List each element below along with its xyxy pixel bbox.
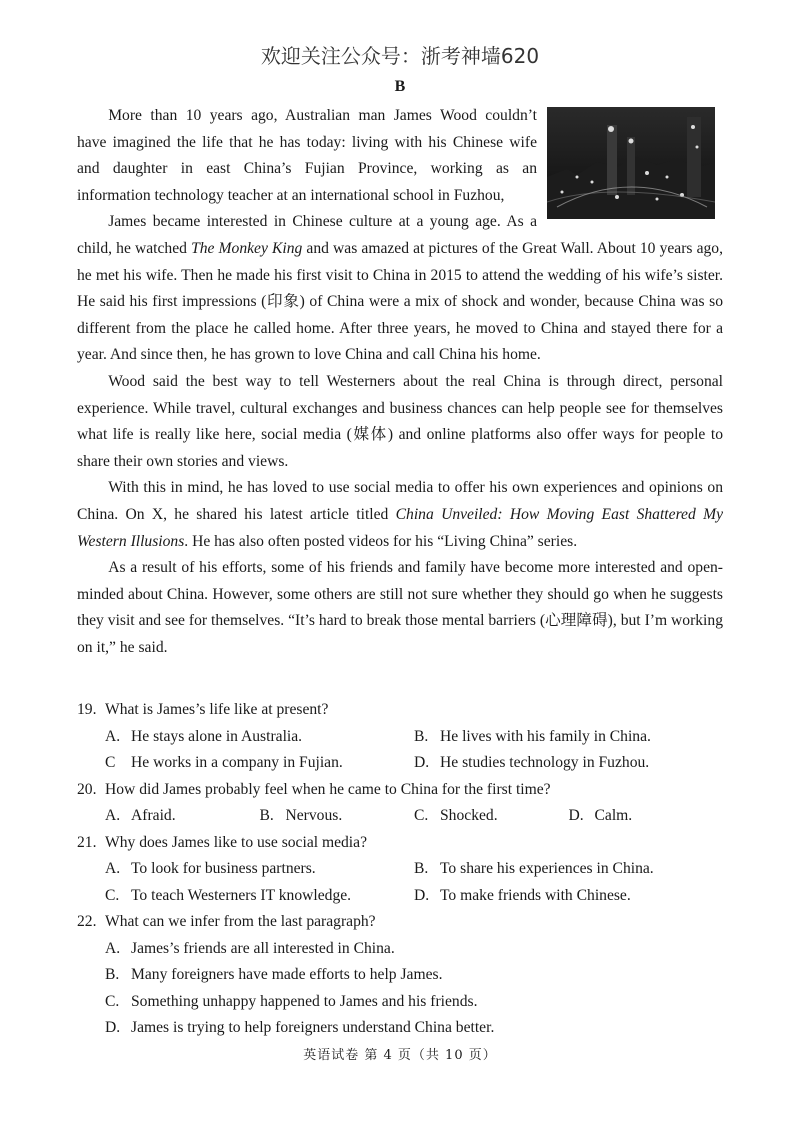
option-letter: D. (568, 807, 584, 825)
p1-line-2: have imagined the life that he has today: living with his Chinese wife (77, 133, 537, 151)
option-c[interactable] (105, 754, 414, 772)
option-text: To share his experiences in China. (440, 860, 654, 878)
option-b[interactable] (414, 860, 723, 878)
paragraph-3: Wood said the best way to tell Westerners about the real China is through direct, personal experience. While travel, cultural exchanges and business chances can help people see for themselves what life is really like here, social media (媒体) and online platforms also offer ways for people to share their own stories and views. (77, 372, 723, 470)
options-row (77, 803, 723, 830)
option-a[interactable] (105, 807, 260, 825)
question-stem: What is James’s life like at present? (105, 701, 329, 719)
option-text: He works in a company in Fujian. (131, 754, 343, 772)
option-letter: A. (105, 727, 121, 745)
option-text: To make friends with Chinese. (440, 886, 631, 904)
option-text: Nervous. (285, 807, 343, 825)
option-letter: A. (105, 807, 121, 825)
option-d[interactable] (77, 1015, 723, 1042)
p2-text-b: and was amazed at pictures of the Great Wall. About 10 years ago, he met his wife. Then he made his first visit to China in 2015 to attend the wedding of his wife’s sister. He said his first impressions (印象) of China were a mix of shock and wonder, because China was so different from the place he called home. After three years, he moved to China and stayed there for a year. And since then, he has grown to love China and call China his home. (77, 239, 723, 364)
option-letter: B. (259, 807, 274, 825)
option-text: Calm. (594, 807, 633, 825)
option-text: He studies technology in Fuzhou. (440, 754, 650, 772)
p1-line-4: information technology teacher at an international school in Fuzhou, (77, 186, 505, 204)
question-number: 22. (77, 913, 97, 931)
option-text: He lives with his family in China. (440, 727, 651, 745)
option-a[interactable] (105, 728, 414, 746)
option-a[interactable] (77, 936, 723, 963)
p1-line-1: More than 10 years ago, Australian man James Wood couldn’t (108, 107, 537, 124)
option-a[interactable] (105, 860, 414, 878)
option-text: He stays alone in Australia. (131, 727, 303, 745)
option-letter: C (105, 754, 116, 772)
watermark-text: 欢迎关注公众号：浙考神墙620 (260, 44, 540, 68)
option-text: James’s friends are all interested in China. (131, 939, 395, 957)
option-letter: B. (414, 860, 429, 878)
option-letter: C. (414, 807, 429, 825)
option-c[interactable] (77, 989, 723, 1016)
article-title: China Unveiled: How Moving East Shattered My Western Illusions (77, 505, 723, 550)
option-c[interactable] (105, 887, 414, 905)
p2-line-1: James became interested in Chinese culture at a young age. As a (108, 213, 537, 231)
question-19 (77, 697, 723, 724)
option-letter: B. (414, 727, 429, 745)
question-number: 19. (77, 701, 97, 719)
option-text: Something unhappy happened to James and his friends. (131, 992, 478, 1010)
question-stem: Why does James like to use social media? (105, 833, 367, 851)
option-letter: D. (105, 1019, 121, 1037)
option-letter: B. (105, 966, 120, 984)
page-footer: 英语试卷 第 4 页（共 10 页） (303, 1048, 497, 1063)
options-row (77, 750, 723, 777)
option-d[interactable] (569, 807, 724, 825)
option-d[interactable] (414, 754, 723, 772)
option-letter: D. (414, 886, 430, 904)
option-letter: C. (105, 886, 120, 904)
question-number: 20. (77, 780, 97, 798)
option-c[interactable] (414, 807, 569, 825)
options-row (77, 856, 723, 883)
question-22 (77, 909, 723, 936)
p4-text-b: . He has also often posted videos for his “Living China” series. (184, 532, 578, 550)
question-20 (77, 777, 723, 804)
option-letter: A. (105, 939, 121, 957)
option-letter: D. (414, 754, 430, 772)
option-text: Shocked. (440, 807, 498, 825)
paragraph-4 (77, 475, 723, 555)
option-text: To teach Westerners IT knowledge. (131, 886, 352, 904)
reading-passage (77, 103, 723, 661)
book-title: The Monkey King (191, 239, 303, 257)
option-text: Many foreigners have made efforts to help James. (131, 966, 443, 984)
option-b[interactable] (260, 807, 415, 825)
options-row (77, 724, 723, 751)
option-letter: C. (105, 992, 120, 1010)
paragraph-5: As a result of his efforts, some of his friends and family have become more interested and open-minded about China. However, some others are still not sure whether they should go when he suggests they visit and see for themselves. “It’s hard to break those mental barriers (心理障碍), but I’m working on it,” he said. (77, 559, 723, 656)
options-row (77, 883, 723, 910)
question-number: 21. (77, 833, 97, 851)
question-stem: How did James probably feel when he came to China for the first time? (105, 780, 551, 798)
question-list (77, 697, 723, 1042)
option-b[interactable] (414, 728, 723, 746)
option-text: Afraid. (131, 807, 176, 825)
option-d[interactable] (414, 887, 723, 905)
p1-line-3: and daughter in east China’s Fujian Province, working as an (77, 160, 537, 178)
option-text: James is trying to help foreigners understand China better. (131, 1019, 495, 1037)
p4-text-a: With this in mind, he has loved to use social media to offer his own experiences and opinions on China. On X, he shared his latest article titled (77, 479, 723, 523)
p2-text-a: child, he watched (77, 239, 192, 257)
option-b[interactable] (77, 962, 723, 989)
paragraph-2 (77, 209, 723, 369)
option-letter: A. (105, 860, 121, 878)
question-21 (77, 830, 723, 857)
paragraph-1 (77, 103, 723, 209)
section-heading: B (394, 78, 406, 95)
question-stem: What can we infer from the last paragraph? (105, 913, 376, 931)
option-text: To look for business partners. (131, 860, 316, 878)
